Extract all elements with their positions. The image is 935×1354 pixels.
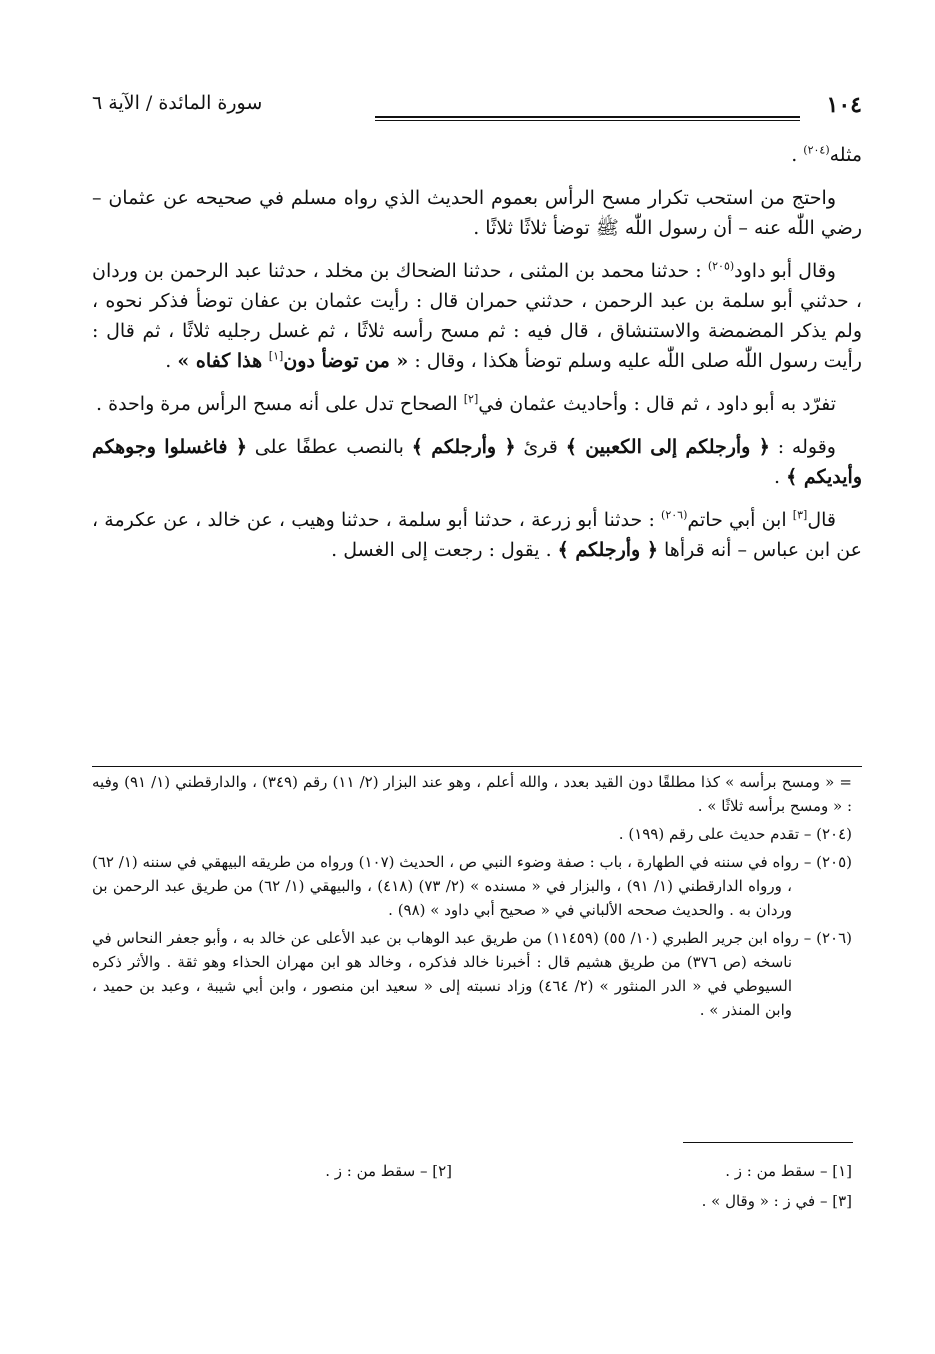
p1-end: . bbox=[791, 144, 804, 166]
paragraph-2: واحتج من استحب تكرار مسح الرأس بعموم الحديث الذي رواه مسلم في صحيحه عن عثمان – رضي اللّٰه عنه – أن رسول اللّٰه ﷺ توضأ ثلاثًا ثلاثًا . bbox=[92, 187, 862, 239]
variant-note-1: [١] – سقط من : ز . bbox=[725, 1162, 852, 1180]
footnotes bbox=[92, 770, 852, 1026]
footnote-ref-206: (٢٠٦) bbox=[661, 508, 688, 522]
paragraph-5 bbox=[92, 432, 862, 492]
hadith-quote-end: هذا كفاه » bbox=[177, 350, 269, 372]
main-text bbox=[92, 140, 862, 578]
footnote-ref-205: (٢٠٥) bbox=[707, 259, 735, 273]
footnote-ref-204: (٢٠٤) bbox=[803, 143, 830, 157]
variant-note-3: [٣] – في ز : « وقال » . bbox=[701, 1192, 852, 1210]
p4-a: تفرّد به أبو داود ، ثم قال : وأحاديث عثمان في bbox=[478, 393, 836, 415]
p5-b: قرئ bbox=[515, 436, 566, 458]
footnote-205: (٢٠٥) – رواه في سننه في الطهارة ، باب : صفة وضوء النبي ص ، الحديث (١٠٧) ورواه من طريقه البيهقي في سننه (١/ ٦٢) ، ورواه الدارقطني (١/ ٩١) ، والبزار في « مسنده » (٢/ ٧٣) (٤١٨) ، والبيهقي (١/ ٦٢) من طريق عبد الرحمن بن وردان به . والحديث صححه الألباني في « صحيح أبي داود » (٩٨) . bbox=[92, 853, 852, 919]
p3-a: وقال أبو داود bbox=[734, 260, 836, 282]
p3-b: : حدثنا محمد بن المثنى ، حدثنا الضحاك بن مخلد ، حدثنا عبد الرحمن بن وردان ، حدثني أبو سلمة بن عبد الرحمن ، حدثني حمران قال : رأيت عثمان بن عفان توضأ فذكر نحوه ، ولم يذكر المضمضة والاستنشاق ، قال فيه : ثم مسح رأسه ثلاثًا ، ثم غسل رجليه ثلاثًا ، ثم قال : رأيت رسول اللّٰه صلى اللّٰه عليه وسلم توضأ هكذا ، وقال : bbox=[92, 260, 862, 372]
variant-ref-2: [٢] bbox=[463, 392, 479, 406]
footnote-rule bbox=[92, 766, 862, 767]
header-rule bbox=[375, 116, 800, 118]
p5-c: بالنصب عطفًا على bbox=[246, 436, 412, 458]
page-header bbox=[92, 88, 862, 128]
variant-ref-1: [١] bbox=[268, 349, 284, 363]
hadith-quote: « من توضأ دون bbox=[283, 350, 409, 372]
p1-text: مثله bbox=[829, 144, 862, 166]
variant-notes bbox=[92, 1156, 852, 1216]
quran-verse-4: ﴿ وأرجلكم ﴾ bbox=[557, 539, 658, 561]
p4-b: الصحاح تدل على أنه مسح الرأس مرة واحدة . bbox=[96, 393, 464, 415]
variants-rule bbox=[683, 1142, 853, 1143]
footnote-206: (٢٠٦) – رواه ابن جرير الطبري (١٠/ ٥٥) (١١٤٥٩) من طريق عبد الوهاب بن عبد الأعلى عن خالد به ، وأبو جعفر النحاس في ناسخه (ص ٣٧٦) من طريق هشيم قال : أخبرنا خالد فذكره ، وخالد هو ابن مهران الحذاء وهو ثقة . والأثر ذكره السيوطي في « الدر المنثور » (٢/ ٤٦٤) وزاد نسبته إلى « سعيد ابن منصور ، وابن أبي شيبة ، وعبد بن حميد ، وابن المنذر » . bbox=[92, 929, 852, 1019]
header-rule-thin bbox=[375, 120, 800, 121]
quran-verse-3: ﴿ فاغسلوا وجوهكم وأيديكم ﴾ bbox=[92, 436, 862, 488]
paragraph-6 bbox=[92, 505, 862, 565]
quran-verse-1: ﴿ وأرجلكم إلى الكعبين ﴾ bbox=[565, 436, 770, 458]
paragraph-4 bbox=[92, 389, 862, 419]
variant-note-2: [٢] – سقط من : ز . bbox=[325, 1162, 452, 1180]
quran-verse-2: ﴿ وأرجلكم ﴾ bbox=[411, 436, 516, 458]
p5-end: . bbox=[774, 466, 787, 488]
p3-end: . bbox=[165, 350, 178, 372]
footnote-continued: = « ومسح برأسه » كذا مطلقًا دون القيد بعدد ، والله أعلم ، وهو عند البزار (٢/ ١١) رقم (٣٤٩) ، والدارقطني (١/ ٩١) وفيه : « ومسح برأسه ثلاثًا » . bbox=[92, 773, 852, 815]
p5-a: وقوله : bbox=[769, 436, 836, 458]
footnote-204: (٢٠٤) – تقدم حديث على رقم (١٩٩) . bbox=[618, 825, 852, 843]
p6-c: : حدثنا أبو زرعة ، حدثنا أبو سلمة ، حدثنا وهيب ، عن خالد ، عن عكرمة ، عن ابن عباس – أنه قرأها bbox=[92, 509, 862, 561]
p6-a: قال bbox=[807, 509, 836, 531]
page-number: ١٠٤ bbox=[826, 92, 862, 118]
p6-b: ابن أبي حاتم bbox=[687, 509, 793, 531]
variant-row-2 bbox=[92, 1186, 852, 1216]
paragraph-1 bbox=[92, 140, 862, 170]
paragraph-3 bbox=[92, 256, 862, 376]
variant-ref-3: [٣] bbox=[792, 508, 808, 522]
p6-d: . يقول : رجعت إلى الغسل . bbox=[331, 539, 558, 561]
running-head: سورة المائدة / الآية ٦ bbox=[92, 92, 263, 114]
variant-row-1 bbox=[92, 1156, 852, 1186]
